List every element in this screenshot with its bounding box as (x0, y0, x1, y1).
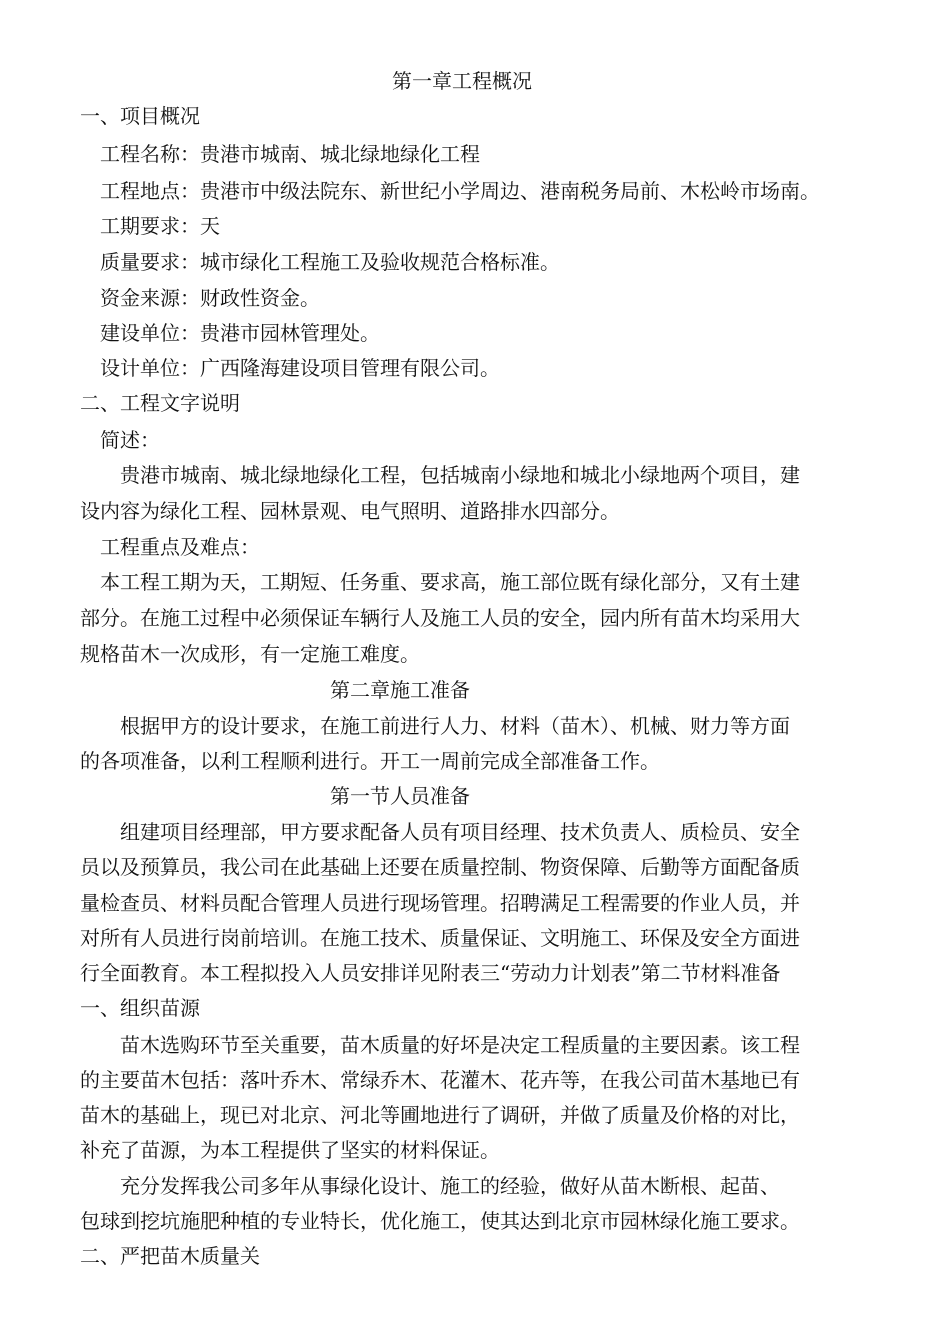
summary-line: 贵港市城南、城北绿地绿化工程，包括城南小绿地和城北小绿地两个项目，建 (120, 463, 800, 487)
quality-heading: 二、严把苗木质量关 (80, 1244, 260, 1268)
quality-requirement: 质量要求：城市绿化工程施工及验收规范合格标准。 (100, 250, 560, 274)
experience-line: 充分发挥我公司多年从事绿化设计、施工的经验，做好从苗木断根、起苗、 (120, 1174, 780, 1198)
section1-line: 量检查员、材料员配合管理人员进行现场管理。招聘满足工程需要的作业人员，并 (80, 891, 800, 915)
org-heading: 一、组织苗源 (80, 996, 200, 1020)
section1-title: 第一节人员准备 (330, 784, 470, 808)
section1-line: 对所有人员进行岗前培训。在施工技术、质量保证、文明施工、环保及安全方面进 (80, 926, 800, 950)
section-heading-project-overview: 一、项目概况 (80, 104, 200, 128)
section1-line: 组建项目经理部，甲方要求配备人员有项目经理、技术负责人、质检员、安全 (120, 820, 800, 844)
duration: 工期要求：天 (100, 214, 220, 238)
key-points-label: 工程重点及难点： (100, 535, 260, 559)
org-line: 苗木的基础上，现已对北京、河北等圃地进行了调研，并做了质量及价格的对比， (80, 1103, 800, 1127)
key-points-line: 本工程工期为天，工期短、任务重、要求高，施工部位既有绿化部分，又有土建 (100, 570, 800, 594)
org-line: 的主要苗木包括：落叶乔木、常绿乔木、花灌木、花卉等，在我公司苗木基地已有 (80, 1068, 800, 1092)
chapter2-line: 的各项准备，以利工程顺利进行。开工一周前完成全部准备工作。 (80, 749, 660, 773)
chapter2-line: 根据甲方的设计要求，在施工前进行人力、材料（苗木）、机械、财力等方面 (120, 714, 790, 738)
key-points-line: 规格苗木一次成形，有一定施工难度。 (80, 642, 420, 666)
org-line: 苗木选购环节至关重要，苗木质量的好坏是决定工程质量的主要因素。该工程 (120, 1033, 800, 1057)
design-unit: 设计单位：广西隆海建设项目管理有限公司。 (100, 356, 500, 380)
org-line: 补充了苗源，为本工程提供了坚实的材料保证。 (80, 1138, 500, 1162)
chapter2-title: 第二章施工准备 (330, 678, 470, 702)
funding-source: 资金来源：财政性资金。 (100, 286, 320, 310)
summary-line: 设内容为绿化工程、园林景观、电气照明、道路排水四部分。 (80, 499, 620, 523)
section1-line: 行全面教育。本工程拟投入人员安排详见附表三“劳动力计划表”第二节材料准备 (80, 961, 781, 985)
chapter1-title: 第一章工程概况 (392, 69, 532, 93)
project-location: 工程地点：贵港市中级法院东、新世纪小学周边、港南税务局前、木松岭市场南。 (100, 179, 820, 203)
key-points-line: 部分。在施工过程中必须保证车辆行人及施工人员的安全，园内所有苗木均采用大 (80, 606, 800, 630)
summary-label: 简述： (100, 428, 160, 452)
construction-unit: 建设单位：贵港市园林管理处。 (100, 321, 380, 345)
section-heading-description: 二、工程文字说明 (80, 391, 240, 415)
section1-line: 员以及预算员，我公司在此基础上还要在质量控制、物资保障、后勤等方面配备质 (80, 855, 800, 879)
experience-line: 包球到挖坑施肥种植的专业特长，优化施工，使其达到北京市园林绿化施工要求。 (80, 1209, 800, 1233)
project-name: 工程名称：贵港市城南、城北绿地绿化工程 (100, 142, 480, 166)
